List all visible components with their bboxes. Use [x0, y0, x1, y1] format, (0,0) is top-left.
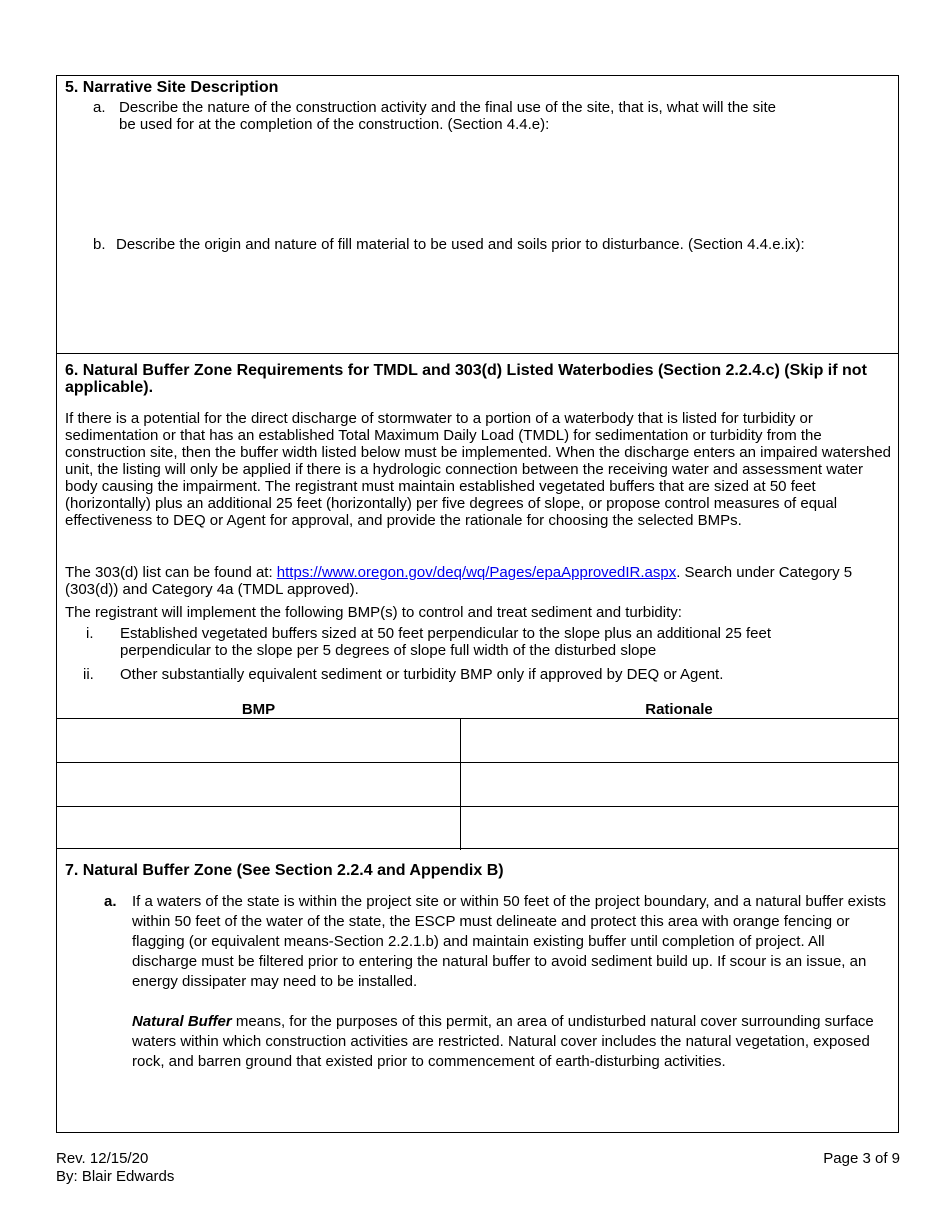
item-a-text-line1: Describe the nature of the construction activity and the final use of the site, that is, what will the site	[119, 99, 777, 116]
section-6	[57, 353, 898, 849]
section-6-heading: 6. Natural Buffer Zone Requirements for TMDL and 303(d) Listed Waterbodies (Section 2.2.4.c) (Skip if not applicable).	[65, 362, 867, 396]
bmp-intro: The registrant will implement the following BMP(s) to control and treat sediment and turbidity:	[65, 604, 682, 621]
table-row	[57, 718, 898, 762]
footer-revision: Rev. 12/15/20	[56, 1150, 149, 1167]
section-7	[57, 848, 898, 1132]
section-6-paragraph: If there is a potential for the direct discharge of stormwater to a portion of a waterbody that is listed for turbidity or sedimentation or that has an established Total Maximum Daily Load (TMDL) for sedimentation or turbidity from the construction site, then the buffer width listed below must be implemented. When the discharge enters an impaired watershed unit, the listing will only be applied if there is a hydrologic connection between the receiving water and assessment water body causing the impairment. The registrant must maintain established vegetated buffers that are sized at 50 feet (horizontally) plus an additional 25 feet (horizontally) per five degrees of slope, or propose control measures of equal effectiveness to DEQ or Agent for approval, and provide the rationale for choosing the selected BMPs.	[65, 410, 892, 529]
bmp-cell[interactable]	[57, 719, 460, 762]
item-b-marker: b.	[93, 236, 106, 253]
item-a-marker: a.	[93, 99, 106, 116]
list-location-text	[65, 564, 891, 598]
list-item-marker: ii.	[83, 666, 94, 683]
section-5-heading: 5. Narrative Site Description	[65, 79, 279, 96]
rationale-cell[interactable]	[461, 763, 898, 806]
list-suffix: . Search under Category 5 (303(d)) and Category 4a (TMDL approved).	[65, 564, 853, 598]
rationale-cell[interactable]	[461, 807, 898, 850]
column-header-bmp: BMP	[241, 701, 276, 718]
definition-term: Natural Buffer	[132, 1013, 232, 1030]
rationale-cell[interactable]	[461, 719, 898, 762]
section-5	[57, 76, 898, 354]
list-item-marker: i.	[86, 625, 94, 642]
footer-author: By: Blair Edwards	[56, 1168, 175, 1185]
section-7-item-a-text: If a waters of the state is within the project site or within 50 feet of the project boundary, and a natural buffer exists within 50 feet of the water of the state, the ESCP must delineate and protect this area with orange fencing or flagging (or equivalent means-Section 2.2.1.b) and maintain existing buffer until completion of project. All discharge must be filtered prior to entering the natural buffer to avoid sediment build up. If scour is an issue, an energy dissipater may need to be installed.	[132, 893, 887, 990]
answer-a-field[interactable]	[119, 138, 879, 230]
definition-text: means, for the purposes of this permit, an area of undisturbed natural cover surrounding surface waters within which construction activities are restricted. Natural cover includes the natural vegetation, exposed rock, and barren ground that existed prior to commencement of earth-disturbing activities.	[132, 1013, 874, 1070]
table-row	[57, 806, 898, 850]
footer-page-number: Page 3 of 9	[823, 1150, 900, 1167]
list-item: Other substantially equivalent sediment or turbidity BMP only if approved by DEQ or Agent.	[120, 666, 724, 683]
table-row	[57, 762, 898, 806]
form-frame	[56, 75, 899, 1133]
list-prefix: The 303(d) list can be found at:	[65, 564, 277, 581]
table-header	[57, 701, 898, 718]
bmp-cell[interactable]	[57, 763, 460, 806]
answer-b-field[interactable]	[116, 258, 876, 346]
column-header-rationale: Rationale	[645, 701, 713, 718]
item-b-text: Describe the origin and nature of fill material to be used and soils prior to disturbance. (Section 4.4.e.ix):	[116, 236, 805, 253]
item-a-text-line2: be used for at the completion of the construction. (Section 4.4.e):	[119, 116, 550, 133]
bmp-cell[interactable]	[57, 807, 460, 850]
list-item: Established vegetated buffers sized at 50 feet perpendicular to the slope plus an additional 25 feet perpendicular to the slope per 5 degrees of slope full width of the disturbed slope	[120, 625, 772, 659]
item-a-marker: a.	[104, 893, 117, 910]
list-link[interactable]: https://www.oregon.gov/deq/wq/Pages/epaApprovedIR.aspx	[276, 564, 677, 581]
section-7-heading: 7. Natural Buffer Zone (See Section 2.2.4 and Appendix B)	[65, 862, 504, 879]
natural-buffer-definition	[132, 1012, 892, 1072]
